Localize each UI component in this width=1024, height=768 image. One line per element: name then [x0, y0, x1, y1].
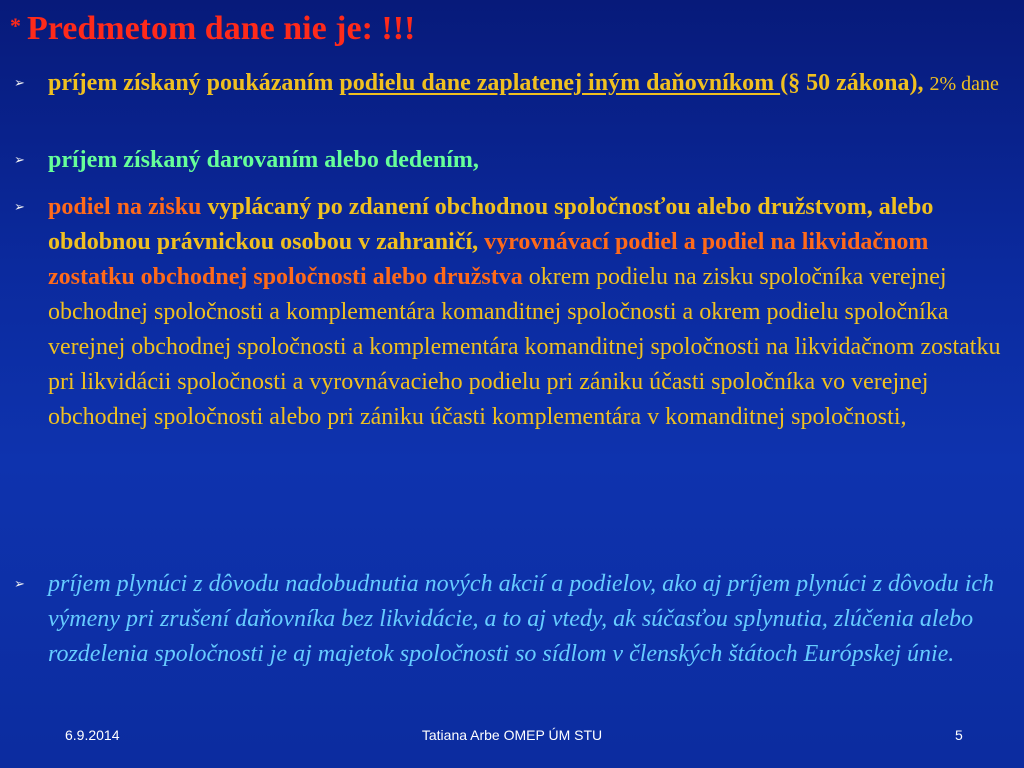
bullet-arrow-icon: ➢	[14, 153, 25, 168]
item-text-run: príjem získaný darovaním alebo dedením,	[48, 147, 479, 173]
slide-title	[10, 4, 415, 51]
bullet-arrow-icon: ➢	[14, 200, 25, 215]
item-text-run: príjem získaný poukázaním	[48, 70, 340, 96]
item-text	[48, 143, 1013, 178]
item-text	[48, 190, 1013, 435]
footer-author: Tatiana Arbe OMEP ÚM STU	[421, 727, 603, 743]
item-text-run: okrem podielu na zisku spoločníka verejnej obchodnej spoločnosti a komplementára komanditnej spoločnosti a okrem podielu spoločníka verejnej obchodnej spoločnosti a komplementára komanditnej spoločnosti na likvidačnom zostatku pri likvidácii spoločnosti a vyrovnávacieho podielu pri zániku účasti spoločníka vo verejnej obchodnej spoločnosti alebo pri zániku účasti komplementára v komanditnej spoločnosti,	[48, 264, 1001, 430]
bullet-arrow-icon: ➢	[14, 577, 25, 592]
item-text	[48, 66, 1013, 102]
item-text-run: podiel na zisku	[48, 194, 208, 220]
item-text-run: (§ 50 zákona),	[780, 70, 930, 96]
footer-date: 6.9.2014	[65, 727, 120, 743]
item-text-run: vyplácaný po zdanení obchodnou spoločnosťou alebo družstvom, alebo obdobnou právnickou osobou v zahraničí,	[48, 194, 934, 255]
item-text-run: príjem plynúci z dôvodu nadobudnutia nových akcií a podielov, ako aj príjem plynúci z dôvodu ich výmeny pri zrušení daňovníka bez likvidácie, a to aj vtedy, ak súčasťou splynutia, zlúčenia alebo rozdelenia spoločnosti je aj majetok spoločnosti so sídlom v členských štátoch Európskej únie.	[48, 571, 995, 667]
item-text-run: vyrovnávací podiel a podiel na likvidačnom zostatku obchodnej spoločnosti alebo družstva	[48, 229, 929, 290]
title-text: Predmetom dane nie je: !!!	[27, 10, 416, 47]
item-text-run: 2% dane	[929, 73, 999, 95]
bullet-arrow-icon: ➢	[14, 76, 25, 91]
item-text	[48, 567, 1013, 672]
footer-page-number: 5	[955, 727, 963, 743]
item-link-run: podielu dane zaplatenej iným daňovníkom	[339, 70, 781, 96]
title-star-icon: *	[10, 13, 21, 38]
